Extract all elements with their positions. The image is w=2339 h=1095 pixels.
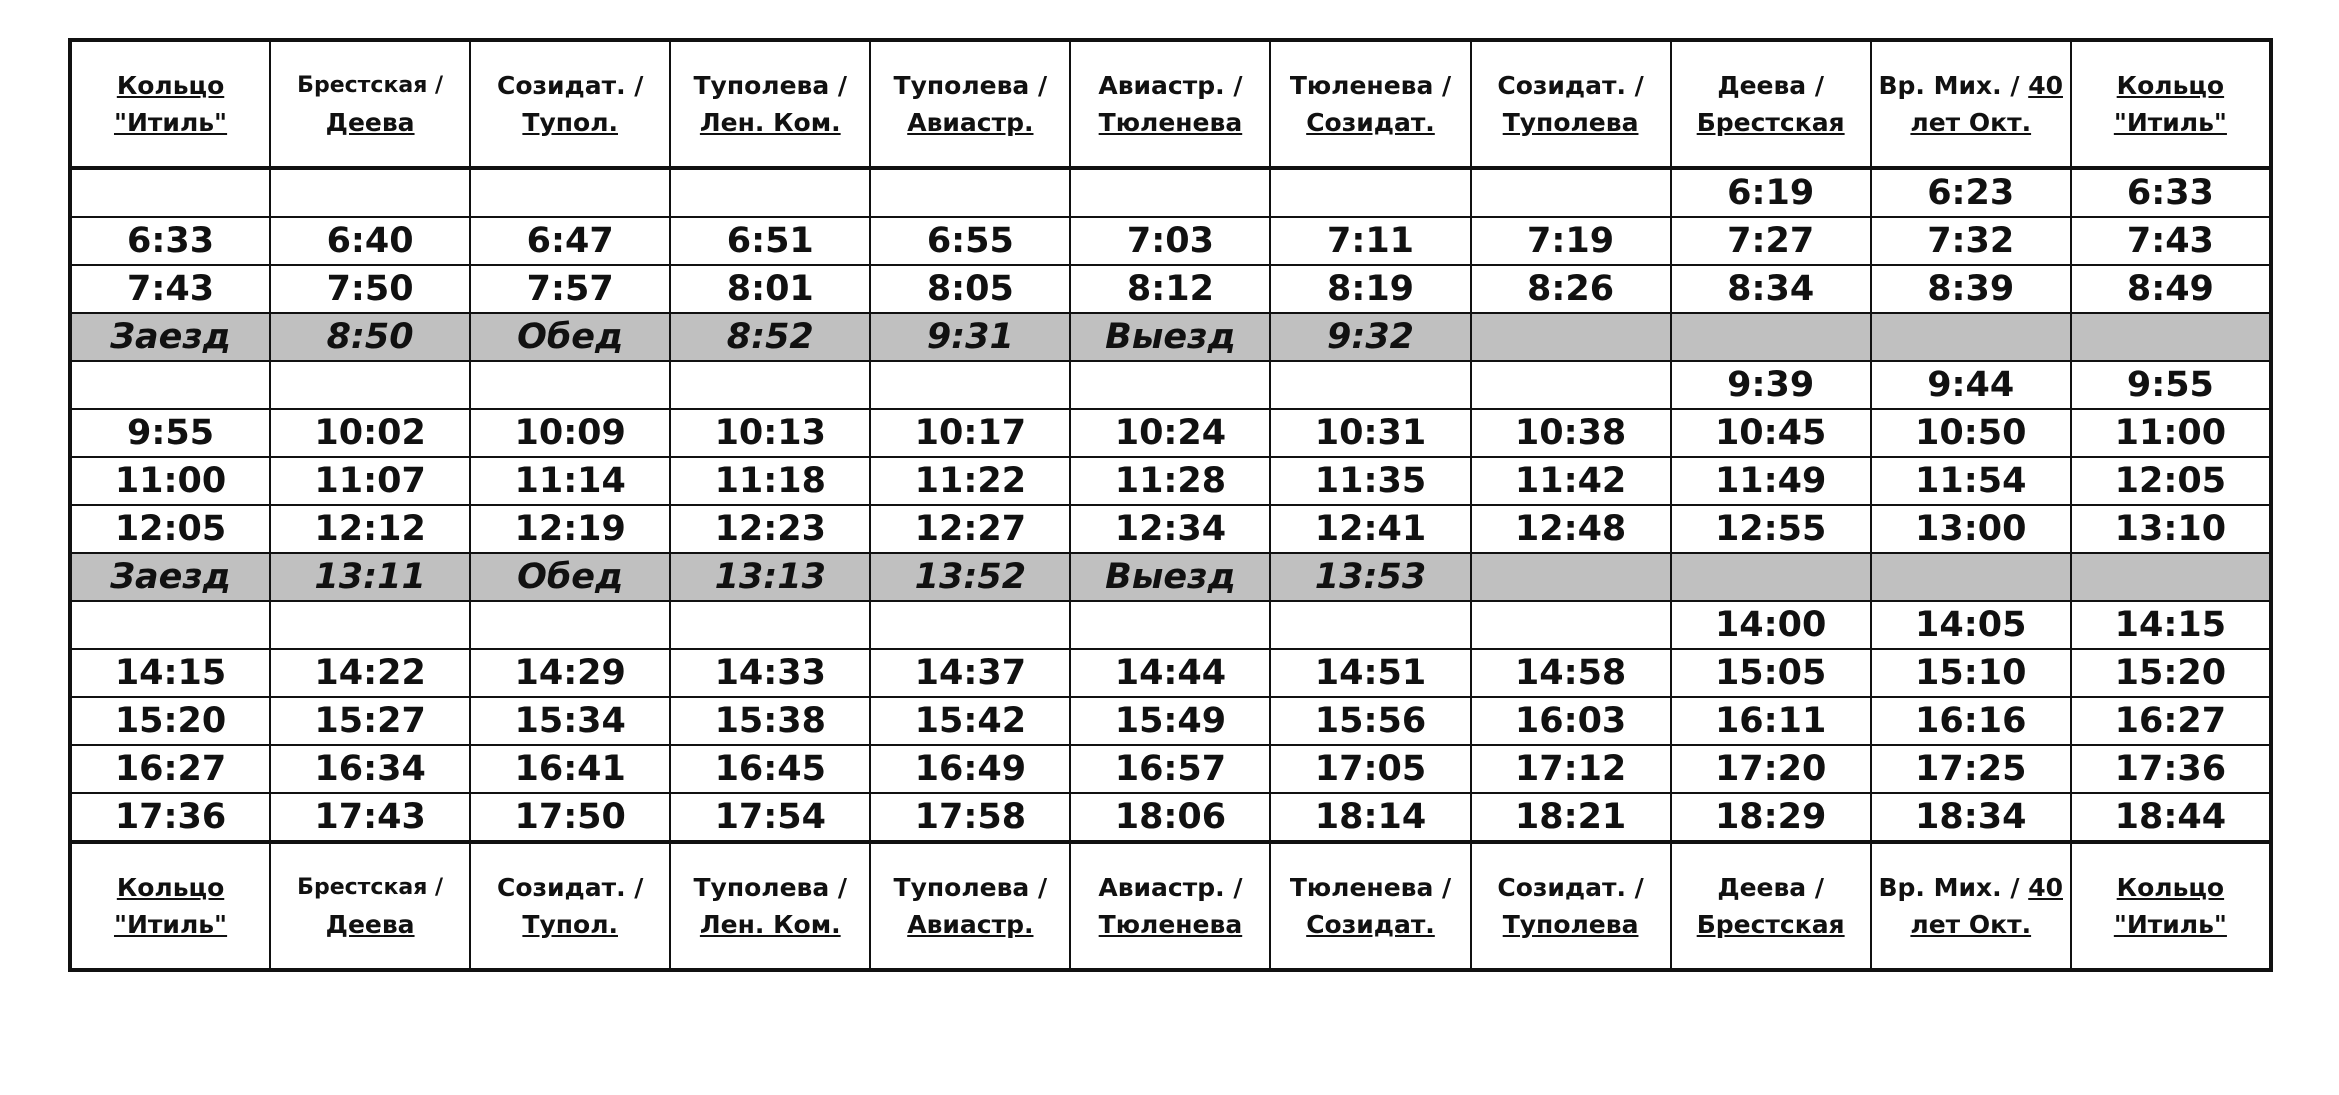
time-cell	[1671, 553, 1871, 601]
time-cell: 17:05	[1270, 745, 1470, 793]
time-cell: 11:14	[470, 457, 670, 505]
time-cell: 10:17	[870, 409, 1070, 457]
time-cell: 14:58	[1471, 649, 1671, 697]
stop-name-line2: "Итиль"	[2113, 910, 2227, 939]
trip-row	[70, 745, 2271, 793]
time-cell: 11:35	[1270, 457, 1470, 505]
time-cell	[2071, 313, 2271, 361]
stop-name-line1: Созидат. /	[496, 873, 644, 902]
stop-name-line1: Кольцо	[2116, 71, 2225, 100]
time-cell: 11:00	[2071, 409, 2271, 457]
time-cell: 18:29	[1671, 793, 1871, 842]
break-row	[70, 313, 2271, 361]
trip-row	[70, 168, 2271, 217]
time-cell	[1871, 553, 2071, 601]
time-cell: 13:00	[1871, 505, 2071, 553]
time-cell: 16:41	[470, 745, 670, 793]
stop-name-line1: Кольцо	[2116, 873, 2225, 902]
time-cell	[1070, 168, 1270, 217]
time-cell: 13:13	[670, 553, 870, 601]
trip-row	[70, 505, 2271, 553]
trip-row	[70, 217, 2271, 265]
time-cell: 10:31	[1270, 409, 1470, 457]
time-cell: 10:02	[270, 409, 470, 457]
time-cell: 8:52	[670, 313, 870, 361]
time-cell: 6:33	[2071, 168, 2271, 217]
stop-name-line2: Брестская	[1696, 108, 1845, 137]
bottom-stop-header	[1270, 842, 1470, 970]
top-stop-header	[870, 40, 1070, 168]
time-cell: 18:34	[1871, 793, 2071, 842]
time-cell: 18:21	[1471, 793, 1671, 842]
top-stop-header	[70, 40, 270, 168]
stop-name-line2: "Итиль"	[113, 910, 228, 939]
time-cell: Обед	[470, 313, 670, 361]
time-cell	[270, 601, 470, 649]
time-cell: 14:51	[1270, 649, 1470, 697]
time-cell: 17:58	[870, 793, 1070, 842]
time-cell: 18:44	[2071, 793, 2271, 842]
time-cell: 15:34	[470, 697, 670, 745]
time-cell: 8:12	[1070, 265, 1270, 313]
time-cell: Обед	[470, 553, 670, 601]
time-cell: 12:55	[1671, 505, 1871, 553]
bottom-stop-header	[270, 842, 470, 970]
time-cell: 14:15	[2071, 601, 2271, 649]
stops-header-bottom	[70, 842, 2271, 970]
time-cell: 14:05	[1871, 601, 2071, 649]
time-cell: 12:34	[1070, 505, 1270, 553]
time-cell: 7:11	[1270, 217, 1470, 265]
time-cell: 16:57	[1070, 745, 1270, 793]
time-cell	[70, 168, 270, 217]
time-cell	[2071, 553, 2271, 601]
time-cell: 16:45	[670, 745, 870, 793]
time-cell: 12:41	[1270, 505, 1470, 553]
time-cell: 8:19	[1270, 265, 1470, 313]
stop-name-line2: Авиастр.	[907, 108, 1034, 137]
time-cell: 15:38	[670, 697, 870, 745]
time-cell: 8:01	[670, 265, 870, 313]
stop-name-line1: Тюленева /	[1289, 71, 1452, 100]
time-cell	[1270, 601, 1470, 649]
stop-name-line2: Лен. Ком.	[699, 910, 841, 939]
top-stop-header	[670, 40, 870, 168]
top-stop-header	[470, 40, 670, 168]
time-cell: 7:03	[1070, 217, 1270, 265]
time-cell	[470, 601, 670, 649]
time-cell: Заезд	[70, 313, 270, 361]
time-cell: 8:39	[1871, 265, 2071, 313]
time-cell	[870, 361, 1070, 409]
time-cell: 6:23	[1871, 168, 2071, 217]
time-cell: 10:24	[1070, 409, 1270, 457]
top-stop-header	[1471, 40, 1671, 168]
stop-name-line1: Кольцо	[116, 873, 225, 902]
time-cell: 14:44	[1070, 649, 1270, 697]
time-cell: 10:09	[470, 409, 670, 457]
time-cell: 16:11	[1671, 697, 1871, 745]
stop-name-line1: Созидат. /	[1497, 873, 1644, 902]
stop-name-line2: Созидат.	[1306, 108, 1435, 137]
stops-header-top	[70, 40, 2271, 168]
bottom-stop-header	[1871, 842, 2071, 970]
time-cell	[270, 361, 470, 409]
stop-name-line1: Деева /	[1717, 873, 1825, 902]
time-cell: 12:05	[70, 505, 270, 553]
time-cell: 14:15	[70, 649, 270, 697]
time-cell	[670, 168, 870, 217]
bottom-stop-header	[870, 842, 1070, 970]
bottom-stop-header	[1671, 842, 1871, 970]
time-cell	[1471, 553, 1671, 601]
trip-row	[70, 697, 2271, 745]
time-cell: Выезд	[1070, 313, 1270, 361]
time-cell: 14:33	[670, 649, 870, 697]
stop-name-line1: Вр. Мих. / 40	[1878, 873, 2063, 902]
time-cell	[1070, 601, 1270, 649]
stop-name-line1: Тюленева /	[1289, 873, 1452, 902]
time-cell: 18:14	[1270, 793, 1470, 842]
time-cell: 7:57	[470, 265, 670, 313]
stop-name-line2: Созидат.	[1306, 910, 1435, 939]
time-cell	[1070, 361, 1270, 409]
stop-name-line2: лет Окт.	[1910, 910, 2032, 939]
time-cell: 8:05	[870, 265, 1070, 313]
bottom-stop-header	[1070, 842, 1270, 970]
top-stop-header	[1070, 40, 1270, 168]
time-cell	[670, 361, 870, 409]
time-cell: 9:39	[1671, 361, 1871, 409]
time-cell	[1270, 168, 1470, 217]
stop-name-line2: Тюленева	[1098, 910, 1243, 939]
time-cell: 7:32	[1871, 217, 2071, 265]
time-cell: 11:07	[270, 457, 470, 505]
stop-name-line2: Брестская	[1696, 910, 1845, 939]
trip-row	[70, 409, 2271, 457]
time-cell: 10:50	[1871, 409, 2071, 457]
time-cell: 15:49	[1070, 697, 1270, 745]
time-cell: 12:23	[670, 505, 870, 553]
time-cell: 17:50	[470, 793, 670, 842]
time-cell	[1471, 601, 1671, 649]
trip-row	[70, 649, 2271, 697]
time-cell: 9:44	[1871, 361, 2071, 409]
bottom-stop-header	[70, 842, 270, 970]
trip-row	[70, 793, 2271, 842]
time-cell: 9:55	[2071, 361, 2271, 409]
bottom-stop-header	[470, 842, 670, 970]
timetable-body	[70, 168, 2271, 842]
time-cell: 9:55	[70, 409, 270, 457]
time-cell: 12:48	[1471, 505, 1671, 553]
time-cell: 17:36	[2071, 745, 2271, 793]
time-cell	[1671, 313, 1871, 361]
stop-name-line2: лет Окт.	[1910, 108, 2032, 137]
top-stop-header	[1871, 40, 2071, 168]
time-cell: 7:27	[1671, 217, 1871, 265]
stop-name-line2: Туполева	[1502, 910, 1639, 939]
time-cell: 17:20	[1671, 745, 1871, 793]
top-stop-header	[1671, 40, 1871, 168]
time-cell	[470, 168, 670, 217]
time-cell: 11:28	[1070, 457, 1270, 505]
time-cell: 13:53	[1270, 553, 1470, 601]
time-cell: 12:12	[270, 505, 470, 553]
time-cell	[1471, 168, 1671, 217]
bottom-stop-header	[1471, 842, 1671, 970]
stop-name-line1: Туполева /	[693, 873, 848, 902]
stop-name-line1: Авиастр. /	[1098, 71, 1243, 100]
stop-name-line1: Брестская /	[297, 73, 444, 98]
time-cell: 11:42	[1471, 457, 1671, 505]
time-cell: 6:19	[1671, 168, 1871, 217]
time-cell: 7:43	[2071, 217, 2271, 265]
time-cell	[870, 168, 1070, 217]
time-cell: 15:10	[1871, 649, 2071, 697]
time-cell: 17:36	[70, 793, 270, 842]
top-stop-header	[270, 40, 470, 168]
time-cell: 10:45	[1671, 409, 1871, 457]
time-cell: 9:32	[1270, 313, 1470, 361]
stop-name-line1: Туполева /	[693, 71, 848, 100]
time-cell: 16:27	[70, 745, 270, 793]
time-cell	[270, 168, 470, 217]
stop-name-line2: Тюленева	[1098, 108, 1243, 137]
time-cell: 15:27	[270, 697, 470, 745]
time-cell: 14:00	[1671, 601, 1871, 649]
time-cell: 11:49	[1671, 457, 1871, 505]
time-cell: 12:05	[2071, 457, 2271, 505]
time-cell: 11:00	[70, 457, 270, 505]
stop-name-line2: Авиастр.	[907, 910, 1034, 939]
time-cell: 15:20	[2071, 649, 2271, 697]
time-cell	[1471, 361, 1671, 409]
time-cell: 9:31	[870, 313, 1070, 361]
time-cell: 16:27	[2071, 697, 2271, 745]
stop-name-line2: Деева	[325, 910, 415, 939]
time-cell	[870, 601, 1070, 649]
time-cell: 12:27	[870, 505, 1070, 553]
time-cell: 6:55	[870, 217, 1070, 265]
bottom-stop-header	[670, 842, 870, 970]
stop-name-line2: Тупол.	[522, 108, 618, 137]
time-cell: 6:47	[470, 217, 670, 265]
time-cell: 7:50	[270, 265, 470, 313]
time-cell	[1270, 361, 1470, 409]
top-stop-header	[2071, 40, 2271, 168]
stop-name-line2: Деева	[325, 108, 415, 137]
time-cell	[670, 601, 870, 649]
stop-name-line1: Туполева /	[893, 873, 1048, 902]
time-cell: Заезд	[70, 553, 270, 601]
stop-name-line2: Туполева	[1502, 108, 1639, 137]
time-cell: 13:11	[270, 553, 470, 601]
time-cell	[70, 361, 270, 409]
time-cell: 6:33	[70, 217, 270, 265]
time-cell: Выезд	[1070, 553, 1270, 601]
stop-name-line1: Авиастр. /	[1098, 873, 1243, 902]
trip-row	[70, 361, 2271, 409]
bottom-stop-header	[2071, 842, 2271, 970]
time-cell: 8:50	[270, 313, 470, 361]
time-cell: 17:43	[270, 793, 470, 842]
time-cell: 17:25	[1871, 745, 2071, 793]
time-cell: 8:26	[1471, 265, 1671, 313]
time-cell: 15:20	[70, 697, 270, 745]
trip-row	[70, 601, 2271, 649]
time-cell: 13:10	[2071, 505, 2271, 553]
stop-name-line1: Кольцо	[116, 71, 225, 100]
time-cell	[470, 361, 670, 409]
time-cell: 6:51	[670, 217, 870, 265]
time-cell: 16:34	[270, 745, 470, 793]
stop-name-line1: Деева /	[1717, 71, 1825, 100]
time-cell: 15:42	[870, 697, 1070, 745]
time-cell	[70, 601, 270, 649]
bus-timetable	[68, 38, 2273, 972]
trip-row	[70, 457, 2271, 505]
time-cell: 14:29	[470, 649, 670, 697]
stop-name-line1: Вр. Мих. / 40	[1878, 71, 2063, 100]
time-cell: 14:37	[870, 649, 1070, 697]
trip-row	[70, 265, 2271, 313]
time-cell	[1471, 313, 1671, 361]
time-cell: 11:18	[670, 457, 870, 505]
time-cell: 8:34	[1671, 265, 1871, 313]
time-cell: 17:54	[670, 793, 870, 842]
stop-name-line1: Созидат. /	[496, 71, 644, 100]
time-cell: 16:03	[1471, 697, 1671, 745]
time-cell: 11:54	[1871, 457, 2071, 505]
top-stop-header	[1270, 40, 1470, 168]
time-cell: 6:40	[270, 217, 470, 265]
time-cell: 16:16	[1871, 697, 2071, 745]
time-cell	[1871, 313, 2071, 361]
time-cell: 15:05	[1671, 649, 1871, 697]
time-cell: 15:56	[1270, 697, 1470, 745]
time-cell: 8:49	[2071, 265, 2271, 313]
stop-name-line1: Брестская /	[297, 875, 444, 900]
stop-name-line1: Созидат. /	[1497, 71, 1644, 100]
stop-name-line2: Тупол.	[522, 910, 618, 939]
time-cell: 7:19	[1471, 217, 1671, 265]
time-cell: 11:22	[870, 457, 1070, 505]
stop-name-line2: "Итиль"	[113, 108, 228, 137]
time-cell: 14:22	[270, 649, 470, 697]
time-cell: 18:06	[1070, 793, 1270, 842]
time-cell: 13:52	[870, 553, 1070, 601]
break-row	[70, 553, 2271, 601]
time-cell: 17:12	[1471, 745, 1671, 793]
time-cell: 16:49	[870, 745, 1070, 793]
stop-name-line2: "Итиль"	[2113, 108, 2227, 137]
time-cell: 10:38	[1471, 409, 1671, 457]
stop-name-line1: Туполева /	[893, 71, 1048, 100]
stop-name-line2: Лен. Ком.	[699, 108, 841, 137]
time-cell: 7:43	[70, 265, 270, 313]
time-cell: 12:19	[470, 505, 670, 553]
time-cell: 10:13	[670, 409, 870, 457]
